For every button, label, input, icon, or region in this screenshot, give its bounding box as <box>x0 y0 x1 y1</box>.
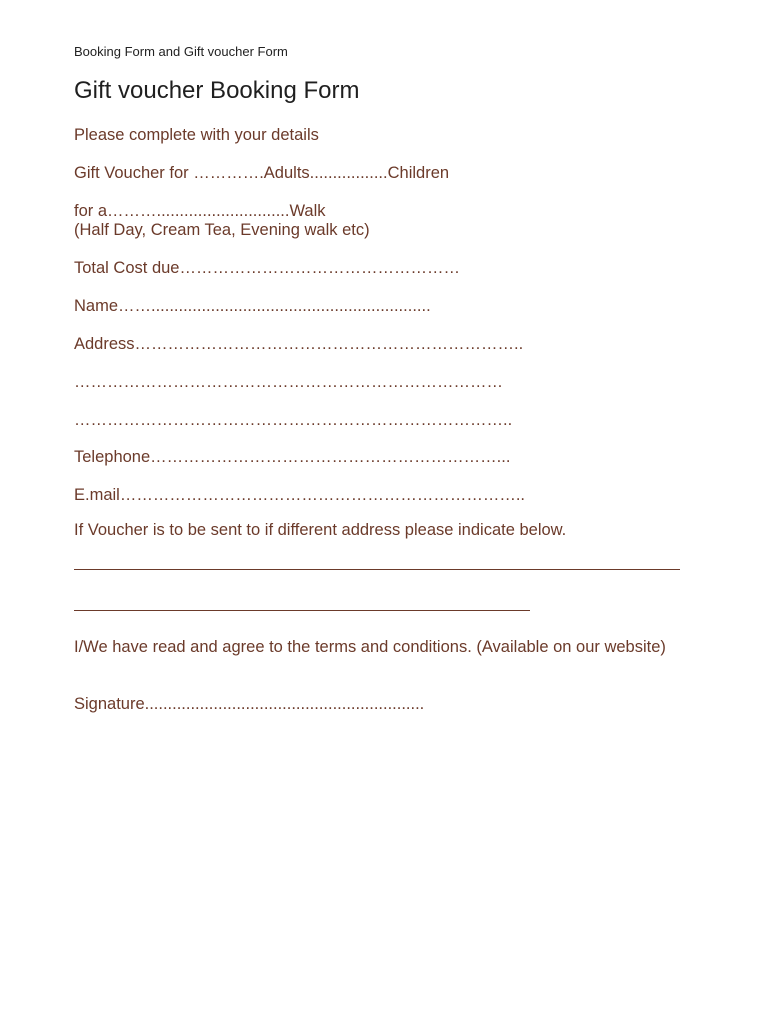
page-title: Gift voucher Booking Form <box>74 77 360 104</box>
address-field-line-2[interactable]: …………………………………………………………………… <box>74 373 503 391</box>
total-cost-field[interactable]: Total Cost due…………………………………………… <box>74 259 460 277</box>
walk-field[interactable]: for a……….............................Walk <box>74 202 326 220</box>
voucher-for-field[interactable]: Gift Voucher for ………….Adults.................Children <box>74 164 450 182</box>
name-field[interactable]: Name……............................................................. <box>74 297 431 315</box>
different-address-instruction: If Voucher is to be sent to if different address please indicate below. <box>74 521 567 539</box>
alternate-address-line-1[interactable] <box>74 569 680 570</box>
telephone-field[interactable]: Telephone………………………………………………………... <box>74 448 511 466</box>
signature-field[interactable]: Signature............................................................. <box>74 695 425 713</box>
address-field-line-1[interactable]: Address…………………………………………………………….. <box>74 335 524 353</box>
address-field-line-3[interactable]: …………………………………………………………………….. <box>74 411 513 429</box>
email-field[interactable]: E.mail……………………………………………………………….. <box>74 486 526 504</box>
document-header: Booking Form and Gift voucher Form <box>74 44 288 59</box>
walk-types-hint: (Half Day, Cream Tea, Evening walk etc) <box>74 221 370 239</box>
terms-agreement-text: I/We have read and agree to the terms and conditions. (Available on our website) <box>74 638 666 656</box>
alternate-address-line-2[interactable] <box>74 610 530 611</box>
intro-text: Please complete with your details <box>74 126 319 144</box>
